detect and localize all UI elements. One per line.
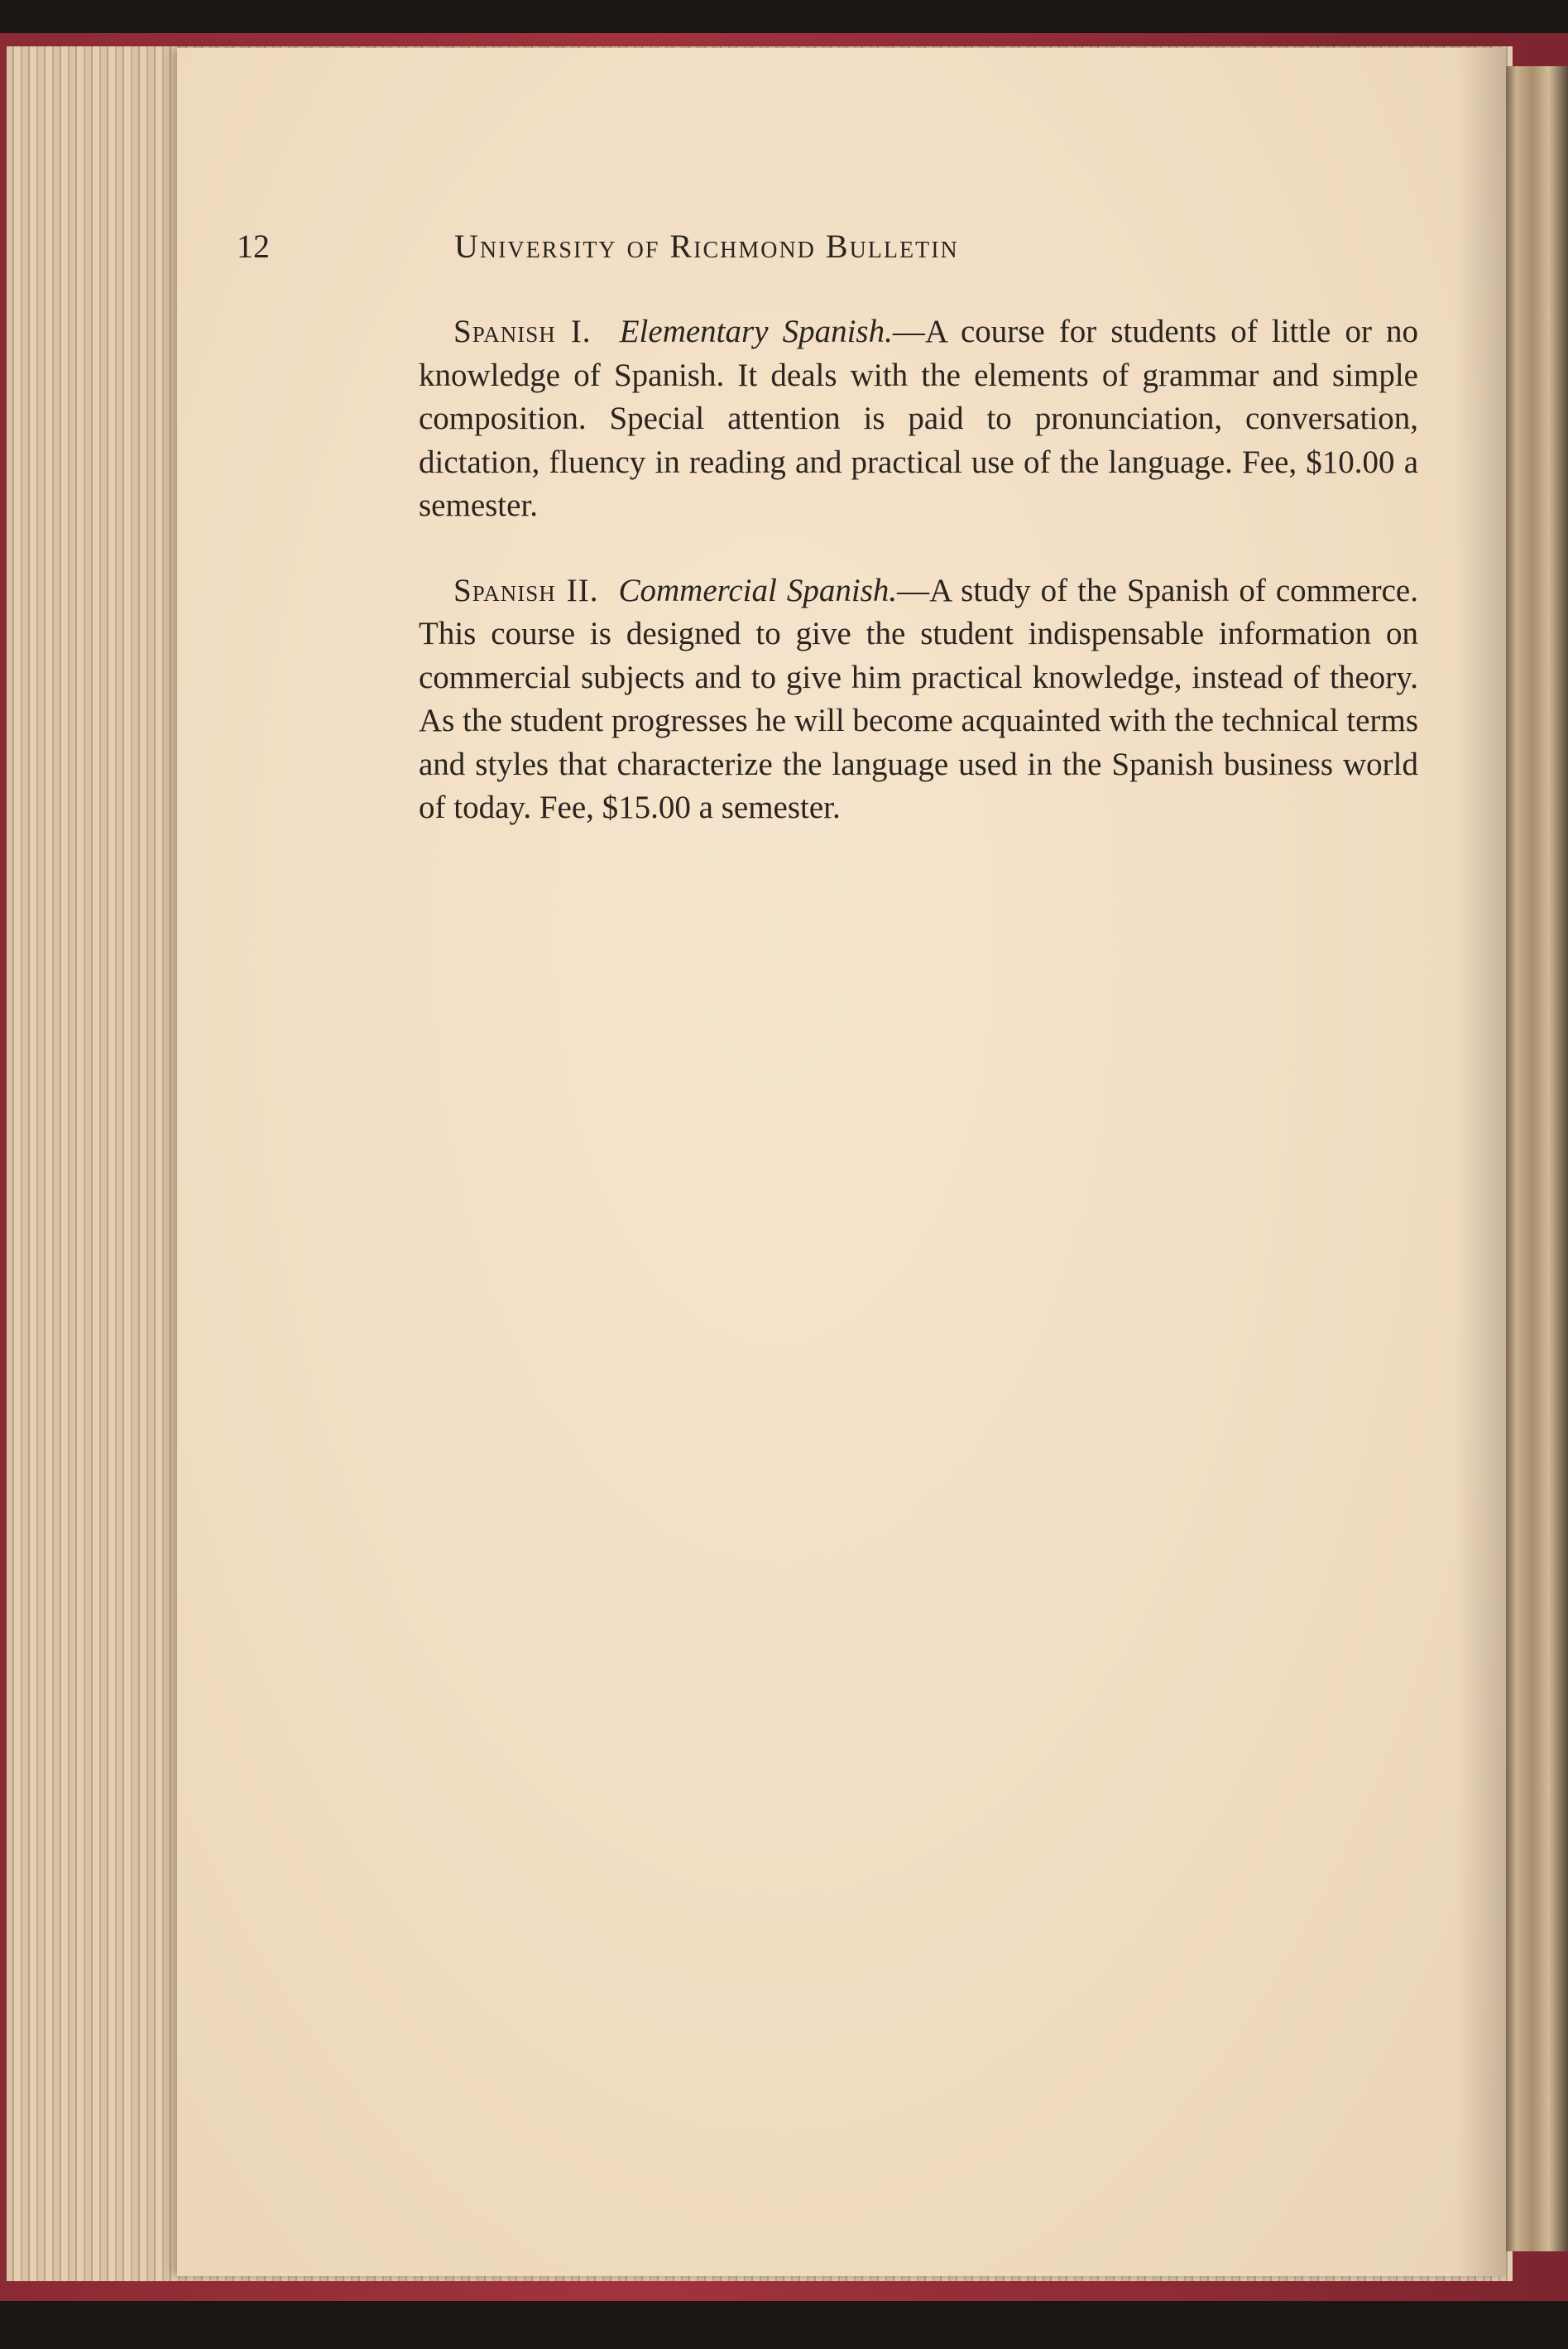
bulletin-title: University of Richmond Bulletin bbox=[454, 228, 959, 265]
facing-page-edges bbox=[1503, 66, 1568, 2251]
course-description: —A study of the Spanish of commerce. This course is designed to give the student indispensable information on commercial subjects and to give him practical knowledge, instead of theory. As the student progresses he will become acquainted with the technical terms and styles that characterize the language used in the Spanish business world of today. Fee, $15.00 a semester. bbox=[419, 572, 1418, 825]
gutter-shadow bbox=[1456, 48, 1506, 2276]
course-title: Elementary Spanish. bbox=[619, 314, 893, 349]
course-description: —A course for students of little or no knowledge of Spanish. It deals with the elements of grammar and simple composition. Special attention is paid to pronunciation, conversation, dictation, fluency in reading and practical use of the language. Fee, $10.00 a semester. bbox=[419, 314, 1419, 523]
course-name: Spanish II. bbox=[453, 572, 599, 608]
course-name: Spanish I. bbox=[453, 314, 592, 349]
course-title: Commercial Spanish. bbox=[618, 572, 898, 608]
running-head bbox=[237, 222, 1213, 271]
course-entry-spanish-1 bbox=[419, 310, 1418, 528]
course-descriptions bbox=[419, 310, 1418, 872]
course-entry-spanish-2 bbox=[419, 569, 1418, 830]
page-number: 12 bbox=[237, 228, 270, 265]
